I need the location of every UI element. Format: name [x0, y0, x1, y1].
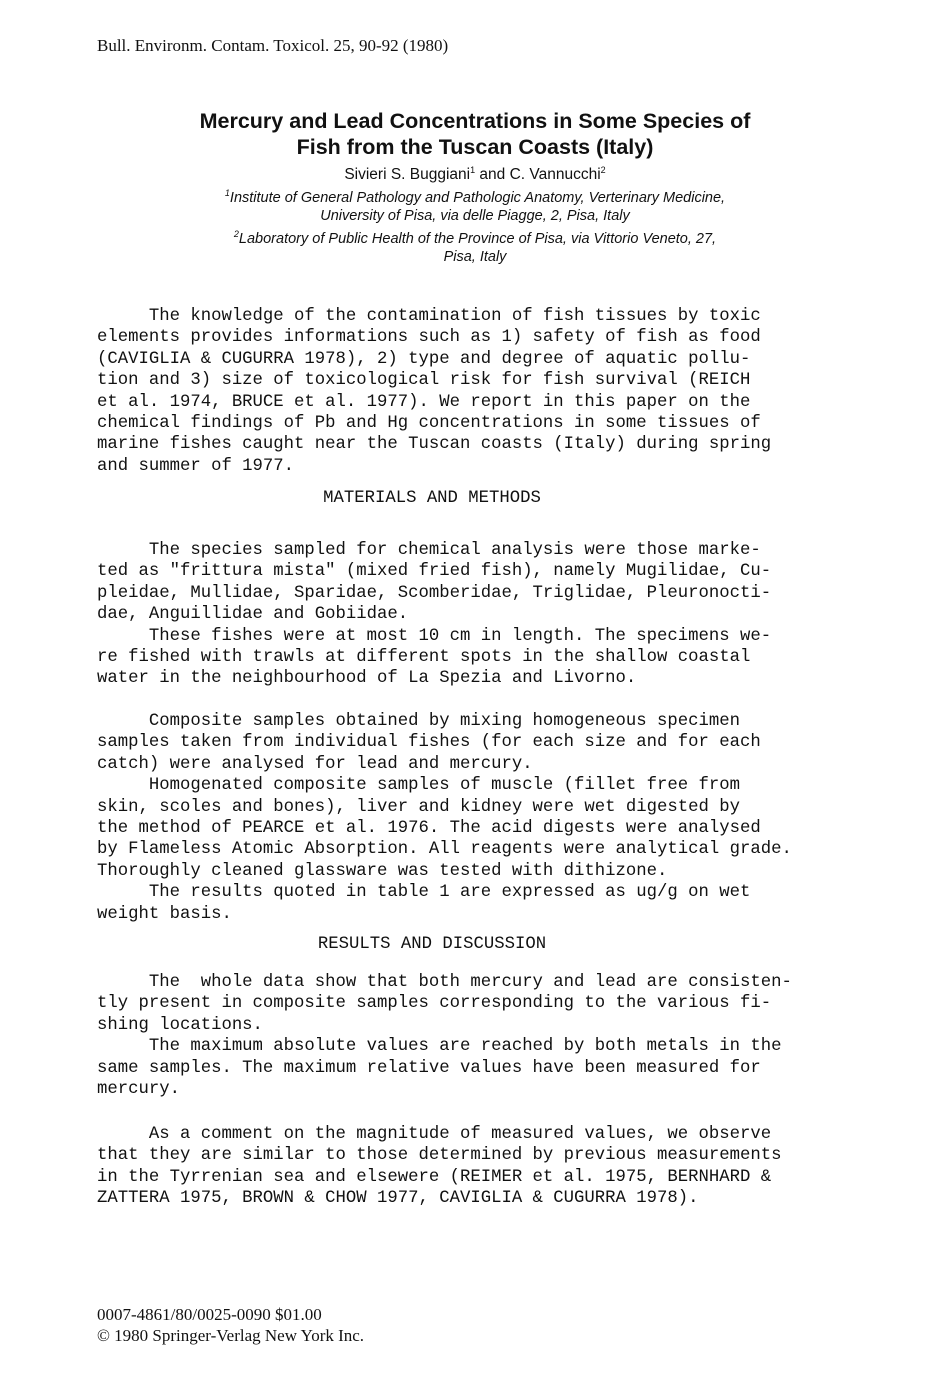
paper-title-line-2: Fish from the Tuscan Coasts (Italy)	[296, 135, 654, 159]
affiliation-1-line-1	[80, 184, 870, 207]
affiliation-2-mark: 2	[233, 228, 239, 239]
footer-issn: 0007-4861/80/0025-0090 $01.00	[97, 1305, 322, 1324]
affiliation-1	[80, 184, 870, 225]
journal-reference: Bull. Environm. Contam. Toxicol. 25, 90-92 (1980)	[97, 36, 449, 55]
author-affiliation-mark-2: 2	[600, 165, 606, 175]
author-affiliation-mark-1: 1	[470, 165, 476, 175]
results-paragraph-1: The whole data show that both mercury and lead are consisten- tly present in composite samples corresponding to the various fi- shing locations. The maximum absolute values are reached by both metals in the same samples. The maximum relative values have been measured for mercury.	[97, 973, 792, 1100]
affiliation-2	[80, 225, 870, 266]
methods-heading: MATERIALS AND METHODS	[323, 489, 541, 508]
paper-title	[80, 108, 870, 160]
affiliation-1-text-1: Institute of General Pathology and Pathologic Anatomy, Verterinary Medicine,	[229, 189, 726, 206]
article-header	[80, 108, 870, 266]
affiliation-2-text-1: Laboratory of Public Health of the Province of Pisa, via Vittorio Veneto, 27,	[238, 230, 717, 247]
author-name-2: C. Vannucchi	[509, 166, 601, 184]
affiliation-2-line-1	[80, 225, 870, 248]
affiliation-1-mark: 1	[224, 188, 230, 199]
results-heading: RESULTS AND DISCUSSION	[317, 935, 547, 954]
affiliation-2-line-2: Pisa, Italy	[443, 248, 507, 265]
affiliation-1-line-2: University of Pisa, via delle Piagge, 2, Pisa, Italy	[320, 207, 630, 224]
results-paragraph-2: As a comment on the magnitude of measured values, we observe that they are similar to those determined by previous measurements in the Tyrrenian sea and elsewere (REIMER et al. 1975, BERNHARD & ZATTERA 1975, BROWN & CHOW 1977, CAVIGLIA & CUGURRA 1978).	[97, 1125, 782, 1209]
author-name-1: Sivieri S. Buggiani	[344, 166, 471, 184]
methods-paragraph-1: The species sampled for chemical analysis were those marke- ted as "frittura mista" (mixed fried fish), namely Mugilidae, Cu- pleidae, Mullidae, Sparidae, Scomberidae, Triglidae, Pleuronocti- dae, Anguillidae and Gobiidae. These fishes were at most 10 cm in length. The specimens we- re fished with trawls at different spots in the shallow coastal water in the neighbourhood of La Spezia and Livorno.	[97, 541, 772, 689]
author-list	[80, 161, 870, 184]
intro-paragraph: The knowledge of the contamination of fish tissues by toxic elements provides informations such as 1) safety of fish as food (CAVIGLIA & CUGURRA 1978), 2) type and degree of aquatic pollu- tion and 3) size of toxicological risk for fish survival (REICH et al. 1974, BRUCE et al. 1977). We report in this paper on the chemical findings of Pb and Hg concentrations in some tissues of marine fishes caught near the Tuscan coasts (Italy) during spring and summer of 1977.	[97, 307, 772, 476]
author-connector: and	[475, 166, 510, 184]
paper-title-line-1: Mercury and Lead Concentrations in Some Species of	[199, 109, 751, 133]
footer-copyright: © 1980 Springer-Verlag New York Inc.	[97, 1326, 365, 1345]
methods-paragraph-2: Composite samples obtained by mixing homogeneous specimen samples taken from individual fishes (for each size and for each catch) were analysed for lead and mercury. Homogenated composite samples of muscle (fillet free from skin, scoles and bones), liver and kidney were wet digested by the method of PEARCE et al. 1976. The acid digests were analysed by Flameless Atomic Absorption. All reagents were analytical grade. Thoroughly cleaned glassware was tested with dithizone. The results quoted in table 1 are expressed as ug/g on wet weight basis.	[97, 712, 792, 924]
